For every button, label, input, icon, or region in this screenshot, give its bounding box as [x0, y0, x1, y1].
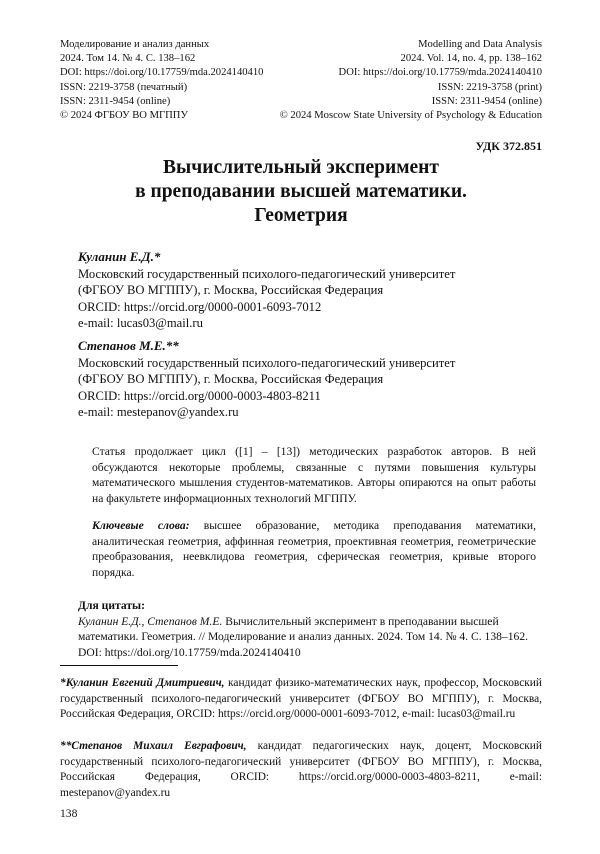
- author-name: Степанов М.Е.**: [78, 338, 179, 353]
- author-affiliation: (ФГБОУ ВО МГППУ), г. Москва, Российская Федерация: [78, 283, 384, 298]
- footnote-text: кандидат физико-математических наук, профессор, Московский государственный психолого-педагогический университет (ФГБОУ ВО МГППУ), г. Москва, Российская Федерация, ORCID: https://orcid.org/0000-0001-6093-7012, e-mail: lucas03@mail.ru: [60, 677, 542, 721]
- header-line: ISSN: 2311-9454 (online): [60, 95, 171, 107]
- footnote: [60, 676, 542, 723]
- header-line: Modelling and Data Analysis: [418, 39, 542, 50]
- citation-label: Для цитаты:: [78, 599, 145, 612]
- title-line: в преподавании высшей математики.: [135, 181, 467, 202]
- keywords-label: Ключевые слова:: [92, 519, 190, 532]
- title-line: Вычислительный эксперимент: [163, 157, 439, 178]
- article-title: [60, 156, 542, 228]
- header-line: Моделирование и анализ данных: [60, 39, 210, 50]
- header-line: 2024. Vol. 14, no. 4, pp. 138–162: [400, 53, 542, 65]
- journal-header-en: [280, 38, 542, 123]
- keywords: [92, 518, 536, 580]
- author-affiliation: (ФГБОУ ВО МГППУ), г. Москва, Российская Федерация: [78, 372, 384, 387]
- header-line: © 2024 ФГБОУ ВО МГППУ: [60, 110, 188, 122]
- author-affiliation: Московский государственный психолого-педагогический университет: [78, 266, 456, 281]
- header-line: 2024. Том 14. № 4. С. 138–162: [60, 53, 196, 65]
- header-line: ISSN: 2219-3758 (печатный): [60, 81, 188, 93]
- author-name: Куланин Е.Д.*: [78, 249, 161, 264]
- keywords-text: высшее образование, методика преподавания математики, аналитическая геометрия, аффинная геометрия, проективная геометрия, геометрические преобразования, неевклидова геометрия, сферическая геометрия, кривые второго порядка.: [92, 519, 537, 579]
- author-affiliation: Московский государственный психолого-педагогический университет: [78, 355, 456, 370]
- author-email: e-mail: mestepanov@yandex.ru: [78, 405, 239, 420]
- footnote: [60, 739, 542, 801]
- author-block: [78, 249, 548, 332]
- citation-text: Вычислительный эксперимент в преподавании высшей математики. Геометрия. // Моделирование и анализ данных. 2024. Том 14. № 4. С. 138–162. DOI: https://doi.org/10.17759/mda.2024140410: [78, 614, 529, 659]
- title-line: Геометрия: [254, 205, 348, 226]
- footnote-text: кандидат педагогических наук, доцент, Московский государственный психолого-педагогический университет (ФГБОУ ВО МГППУ), г. Москва, Российская Федерация, ORCID: https://orcid.org/0000-0003-4803-8211, e-mail: mestepanov@yandex.ru: [60, 740, 543, 799]
- footnote-name: *Куланин Евгений Дмитриевич,: [60, 677, 225, 689]
- citation: [78, 598, 540, 660]
- header-line: ISSN: 2219-3758 (print): [437, 81, 542, 93]
- header-line: DOI: https://doi.org/10.17759/mda.2024140410: [60, 67, 264, 79]
- page-number: 138: [60, 807, 78, 820]
- footnote-divider: [60, 665, 178, 666]
- header-line: ISSN: 2311-9454 (online): [431, 95, 542, 107]
- author-orcid: ORCID: https://orcid.org/0000-0003-4803-8211: [78, 388, 321, 403]
- header-line: DOI: https://doi.org/10.17759/mda.2024140410: [338, 67, 542, 79]
- author-orcid: ORCID: https://orcid.org/0000-0001-6093-7012: [78, 299, 322, 314]
- author-email: e-mail: lucas03@mail.ru: [78, 316, 203, 331]
- citation-authors: Куланин Е.Д., Степанов М.Е.: [78, 614, 223, 628]
- header-line: © 2024 Moscow State University of Psychology & Education: [279, 110, 542, 122]
- udc-code: УДК 372.851: [475, 139, 542, 153]
- footnote-name: **Степанов Михаил Евграфович,: [60, 740, 247, 752]
- author-block: [78, 338, 548, 421]
- abstract: Статья продолжает цикл ([1] – [13]) методических разработок авторов. В ней обсуждаются некоторые проблемы, связанные с путями повышения культуры математического мышления студентов-математиков. Авторы опираются на опыт работы на факультете информационных технологий МГППУ.: [92, 445, 536, 505]
- journal-header-ru: [60, 38, 263, 123]
